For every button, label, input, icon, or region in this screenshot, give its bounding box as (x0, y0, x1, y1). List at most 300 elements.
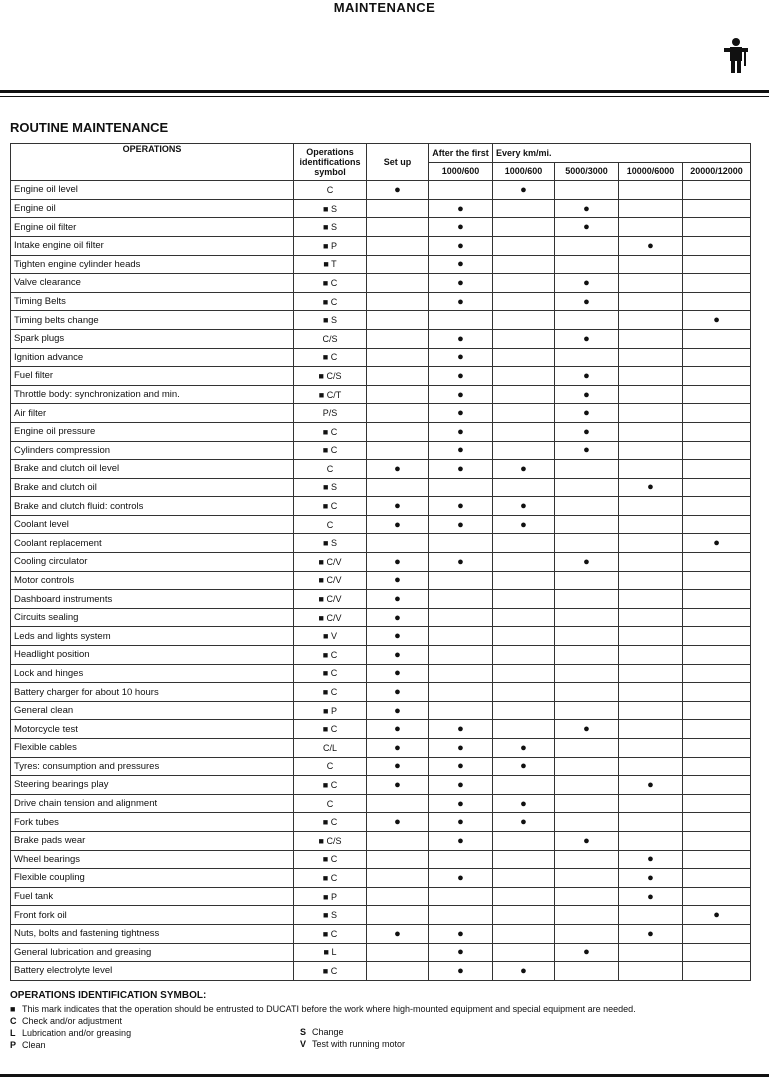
interval-cell (367, 590, 429, 609)
interval-cell (619, 422, 683, 441)
interval-cell (619, 478, 683, 497)
operation-symbol: ■ C (294, 441, 367, 460)
operation-symbol: ■ C (294, 683, 367, 702)
interval-cell (493, 887, 555, 906)
operation-symbol: C (294, 181, 367, 200)
operation-label: Dashboard instruments (11, 590, 294, 609)
operation-symbol: ■ C (294, 497, 367, 516)
interval-cell (683, 571, 751, 590)
interval-cell (555, 478, 619, 497)
interval-cell (429, 813, 493, 832)
col-every: Every km/mi. (493, 144, 751, 163)
table-row (11, 776, 751, 795)
operation-symbol: ■ S (294, 478, 367, 497)
operation-symbol: ■ V (294, 627, 367, 646)
interval-cell (493, 664, 555, 683)
dot-mark: ● (457, 834, 464, 847)
legend-text: This mark indicates that the operation should be entrusted to DUCATI before the work where high-mounted equipment and special equipment are needed. (22, 1004, 636, 1014)
interval-cell (555, 943, 619, 962)
dot-mark: ● (457, 816, 464, 829)
dot-mark: ● (457, 964, 464, 977)
dot-mark: ● (457, 555, 464, 568)
legend-item (300, 1026, 405, 1038)
header-rule-thin (0, 96, 769, 97)
interval-cell (619, 720, 683, 739)
interval-cell (493, 311, 555, 330)
table-row (11, 924, 751, 943)
operation-label: Cooling circulator (11, 553, 294, 572)
interval-cell (493, 646, 555, 665)
interval-cell (429, 553, 493, 572)
dot-mark: ● (647, 853, 654, 866)
page-title: MAINTENANCE (333, 0, 436, 15)
operation-label: Circuits sealing (11, 608, 294, 627)
interval-cell (493, 441, 555, 460)
table-row (11, 422, 751, 441)
interval-cell (619, 608, 683, 627)
interval-cell (493, 571, 555, 590)
dot-mark: ● (583, 388, 590, 401)
interval-cell (493, 776, 555, 795)
table-row (11, 794, 751, 813)
dot-mark: ● (457, 760, 464, 773)
interval-cell (555, 497, 619, 516)
dot-mark: ● (520, 797, 527, 810)
interval-cell (429, 701, 493, 720)
interval-cell (367, 720, 429, 739)
interval-cell (683, 497, 751, 516)
interval-cell (367, 924, 429, 943)
interval-cell (619, 831, 683, 850)
table-row (11, 962, 751, 981)
operation-symbol: ■ L (294, 943, 367, 962)
dot-mark: ● (394, 518, 401, 531)
operation-symbol: ■ P (294, 701, 367, 720)
interval-cell (367, 348, 429, 367)
dot-mark: ● (457, 351, 464, 364)
interval-cell (555, 608, 619, 627)
interval-cell (555, 646, 619, 665)
operation-label: Timing Belts (11, 292, 294, 311)
interval-cell (367, 534, 429, 553)
interval-cell (429, 590, 493, 609)
interval-cell (429, 924, 493, 943)
interval-cell (555, 274, 619, 293)
interval-cell (367, 683, 429, 702)
interval-cell (619, 553, 683, 572)
interval-cell (555, 292, 619, 311)
operation-label: Ignition advance (11, 348, 294, 367)
interval-cell (619, 739, 683, 758)
table-row (11, 236, 751, 255)
table-row (11, 367, 751, 386)
operation-label: Coolant level (11, 515, 294, 534)
interval-cell (683, 813, 751, 832)
interval-cell (367, 441, 429, 460)
interval-cell (683, 255, 751, 274)
interval-cell (367, 236, 429, 255)
dot-mark: ● (394, 704, 401, 717)
col-interval-4: 10000/6000 (619, 162, 683, 181)
col-symbol: Operations identifications symbol (294, 144, 367, 181)
interval-cell (619, 274, 683, 293)
dot-mark: ● (647, 871, 654, 884)
operation-symbol: ■ C/V (294, 553, 367, 572)
operation-label: Leds and lights system (11, 627, 294, 646)
operation-symbol: ■ C (294, 348, 367, 367)
table-row (11, 590, 751, 609)
interval-cell (619, 367, 683, 386)
table-row (11, 218, 751, 237)
interval-cell (555, 422, 619, 441)
interval-cell (555, 869, 619, 888)
dot-mark: ● (457, 797, 464, 810)
interval-cell (429, 385, 493, 404)
interval-cell (619, 441, 683, 460)
operation-label: General lubrication and greasing (11, 943, 294, 962)
interval-cell (555, 924, 619, 943)
table-row (11, 441, 751, 460)
interval-cell (619, 776, 683, 795)
operation-label: Fork tubes (11, 813, 294, 832)
operation-label: Intake engine oil filter (11, 236, 294, 255)
interval-cell (683, 199, 751, 218)
dot-mark: ● (583, 276, 590, 289)
interval-cell (555, 794, 619, 813)
operation-label: Battery charger for about 10 hours (11, 683, 294, 702)
interval-cell (683, 627, 751, 646)
interval-cell (619, 962, 683, 981)
dot-mark: ● (394, 760, 401, 773)
table-row (11, 664, 751, 683)
interval-cell (683, 664, 751, 683)
table-row (11, 404, 751, 423)
interval-cell (493, 924, 555, 943)
col-after-first: After the first (429, 144, 493, 163)
interval-cell (619, 181, 683, 200)
interval-cell (367, 515, 429, 534)
interval-cell (367, 962, 429, 981)
dot-mark: ● (457, 500, 464, 513)
operation-label: Brake and clutch oil (11, 478, 294, 497)
dot-mark: ● (457, 946, 464, 959)
operation-label: Tyres: consumption and pressures (11, 757, 294, 776)
interval-cell (429, 478, 493, 497)
interval-cell (555, 441, 619, 460)
interval-cell (683, 181, 751, 200)
interval-cell (429, 348, 493, 367)
dot-mark: ● (457, 425, 464, 438)
operation-label: Brake pads wear (11, 831, 294, 850)
interval-cell (555, 813, 619, 832)
table-row (11, 943, 751, 962)
operation-symbol: ■ P (294, 887, 367, 906)
table-row (11, 850, 751, 869)
interval-cell (367, 255, 429, 274)
operation-symbol: C (294, 794, 367, 813)
interval-cell (683, 311, 751, 330)
dot-mark: ● (457, 741, 464, 754)
dot-mark: ● (583, 425, 590, 438)
dot-mark: ● (583, 444, 590, 457)
table-row (11, 683, 751, 702)
dot-mark: ● (457, 407, 464, 420)
dot-mark: ● (394, 927, 401, 940)
interval-cell (555, 236, 619, 255)
interval-cell (493, 255, 555, 274)
dot-mark: ● (394, 686, 401, 699)
interval-cell (619, 460, 683, 479)
legend-text: Lubrication and/or greasing (22, 1028, 132, 1038)
legend-item (10, 1003, 755, 1015)
interval-cell (683, 274, 751, 293)
interval-cell (555, 460, 619, 479)
interval-cell (429, 292, 493, 311)
interval-cell (619, 218, 683, 237)
interval-cell (493, 534, 555, 553)
operation-symbol: C/L (294, 739, 367, 758)
operation-label: Steering bearings play (11, 776, 294, 795)
table-row (11, 292, 751, 311)
interval-cell (683, 348, 751, 367)
operation-symbol: ■ C (294, 776, 367, 795)
operation-symbol: ■ C (294, 292, 367, 311)
operation-label: Fuel filter (11, 367, 294, 386)
interval-cell (429, 757, 493, 776)
interval-cell (429, 720, 493, 739)
dot-mark: ● (647, 481, 654, 494)
operation-label: Engine oil pressure (11, 422, 294, 441)
interval-cell (555, 739, 619, 758)
interval-cell (555, 776, 619, 795)
interval-cell (683, 720, 751, 739)
dot-mark: ● (394, 723, 401, 736)
dot-mark: ● (713, 909, 720, 922)
operation-symbol: ■ C/V (294, 571, 367, 590)
table-row (11, 739, 751, 758)
operation-symbol: ■ C/V (294, 590, 367, 609)
interval-cell (493, 720, 555, 739)
interval-cell (555, 571, 619, 590)
legend-text: Clean (22, 1040, 46, 1050)
interval-cell (367, 813, 429, 832)
dot-mark: ● (394, 630, 401, 643)
interval-cell (429, 906, 493, 925)
interval-cell (493, 794, 555, 813)
dot-mark: ● (647, 239, 654, 252)
interval-cell (367, 218, 429, 237)
dot-mark: ● (394, 462, 401, 475)
operation-label: Drive chain tension and alignment (11, 794, 294, 813)
header-rule (0, 90, 769, 93)
interval-cell (367, 794, 429, 813)
operation-label: Motorcycle test (11, 720, 294, 739)
interval-cell (493, 683, 555, 702)
legend-key: V (300, 1039, 307, 1049)
operation-symbol: ■ P (294, 236, 367, 255)
interval-cell (367, 274, 429, 293)
interval-cell (429, 627, 493, 646)
interval-cell (555, 962, 619, 981)
interval-cell (555, 757, 619, 776)
interval-cell (493, 757, 555, 776)
legend-text: Check and/or adjustment (22, 1016, 123, 1026)
interval-cell (619, 646, 683, 665)
legend-key: P (10, 1040, 17, 1050)
interval-cell (683, 608, 751, 627)
interval-cell (493, 478, 555, 497)
interval-cell (555, 683, 619, 702)
interval-cell (367, 329, 429, 348)
dot-mark: ● (583, 723, 590, 736)
interval-cell (429, 255, 493, 274)
interval-cell (493, 813, 555, 832)
interval-cell (429, 236, 493, 255)
interval-cell (683, 236, 751, 255)
dot-mark: ● (457, 202, 464, 215)
operation-label: Battery electrolyte level (11, 962, 294, 981)
col-interval-5: 20000/12000 (683, 162, 751, 181)
interval-cell (493, 236, 555, 255)
interval-cell (683, 943, 751, 962)
interval-cell (683, 869, 751, 888)
interval-cell (367, 776, 429, 795)
interval-cell (619, 813, 683, 832)
interval-cell (555, 534, 619, 553)
operation-symbol: ■ S (294, 906, 367, 925)
dot-mark: ● (583, 295, 590, 308)
legend-key: S (300, 1027, 307, 1037)
operation-symbol: ■ C (294, 664, 367, 683)
operation-symbol: C/S (294, 329, 367, 348)
operation-label: Throttle body: synchronization and min. (11, 385, 294, 404)
dot-mark: ● (457, 369, 464, 382)
operation-label: Tighten engine cylinder heads (11, 255, 294, 274)
legend (10, 990, 755, 1051)
interval-cell (493, 869, 555, 888)
dot-mark: ● (520, 964, 527, 977)
col-interval-2: 1000/600 (493, 162, 555, 181)
interval-cell (619, 404, 683, 423)
interval-cell (367, 831, 429, 850)
interval-cell (555, 404, 619, 423)
interval-cell (683, 683, 751, 702)
dot-mark: ● (713, 314, 720, 327)
operation-symbol: ■ C (294, 720, 367, 739)
operation-symbol: ■ C (294, 962, 367, 981)
interval-cell (683, 646, 751, 665)
interval-cell (367, 608, 429, 627)
dot-mark: ● (713, 537, 720, 550)
interval-cell (555, 553, 619, 572)
operation-label: Motor controls (11, 571, 294, 590)
interval-cell (367, 869, 429, 888)
dot-mark: ● (394, 648, 401, 661)
interval-cell (619, 590, 683, 609)
interval-cell (683, 887, 751, 906)
table-row (11, 515, 751, 534)
operation-symbol: ■ C (294, 850, 367, 869)
interval-cell (683, 534, 751, 553)
interval-cell (555, 590, 619, 609)
interval-cell (619, 869, 683, 888)
dot-mark: ● (457, 778, 464, 791)
interval-cell (555, 664, 619, 683)
operation-label: Cylinders compression (11, 441, 294, 460)
table-row (11, 534, 751, 553)
interval-cell (367, 906, 429, 925)
col-interval-3: 5000/3000 (555, 162, 619, 181)
interval-cell (367, 311, 429, 330)
interval-cell (555, 199, 619, 218)
dot-mark: ● (520, 518, 527, 531)
dot-mark: ● (647, 890, 654, 903)
dot-mark: ● (457, 276, 464, 289)
operation-symbol: ■ S (294, 199, 367, 218)
dot-mark: ● (583, 946, 590, 959)
interval-cell (683, 850, 751, 869)
interval-cell (493, 329, 555, 348)
interval-cell (367, 627, 429, 646)
interval-cell (555, 906, 619, 925)
operation-symbol: ■ C (294, 924, 367, 943)
interval-cell (683, 218, 751, 237)
table-row (11, 608, 751, 627)
dot-mark: ● (394, 741, 401, 754)
dot-mark: ● (394, 500, 401, 513)
dot-mark: ● (394, 667, 401, 680)
legend-key: ■ (10, 1004, 16, 1014)
interval-cell (619, 757, 683, 776)
interval-cell (429, 422, 493, 441)
interval-cell (619, 906, 683, 925)
interval-cell (555, 255, 619, 274)
interval-cell (367, 757, 429, 776)
operation-label: Air filter (11, 404, 294, 423)
interval-cell (683, 553, 751, 572)
interval-cell (429, 794, 493, 813)
dot-mark: ● (583, 407, 590, 420)
interval-cell (683, 367, 751, 386)
operation-symbol: ■ C/T (294, 385, 367, 404)
interval-cell (619, 292, 683, 311)
table-row (11, 255, 751, 274)
interval-cell (619, 943, 683, 962)
interval-cell (429, 441, 493, 460)
operation-symbol: C (294, 757, 367, 776)
interval-cell (619, 497, 683, 516)
interval-cell (429, 608, 493, 627)
operation-symbol: ■ C (294, 869, 367, 888)
interval-cell (493, 181, 555, 200)
interval-cell (429, 850, 493, 869)
col-operations: OPERATIONS (11, 144, 294, 181)
interval-cell (683, 515, 751, 534)
interval-cell (619, 348, 683, 367)
dot-mark: ● (457, 239, 464, 252)
interval-cell (493, 608, 555, 627)
interval-cell (367, 422, 429, 441)
interval-cell (683, 906, 751, 925)
interval-cell (619, 236, 683, 255)
dot-mark: ● (520, 500, 527, 513)
operation-label: Lock and hinges (11, 664, 294, 683)
interval-cell (367, 739, 429, 758)
dot-mark: ● (394, 593, 401, 606)
table-row (11, 869, 751, 888)
interval-cell (619, 534, 683, 553)
dot-mark: ● (457, 258, 464, 271)
